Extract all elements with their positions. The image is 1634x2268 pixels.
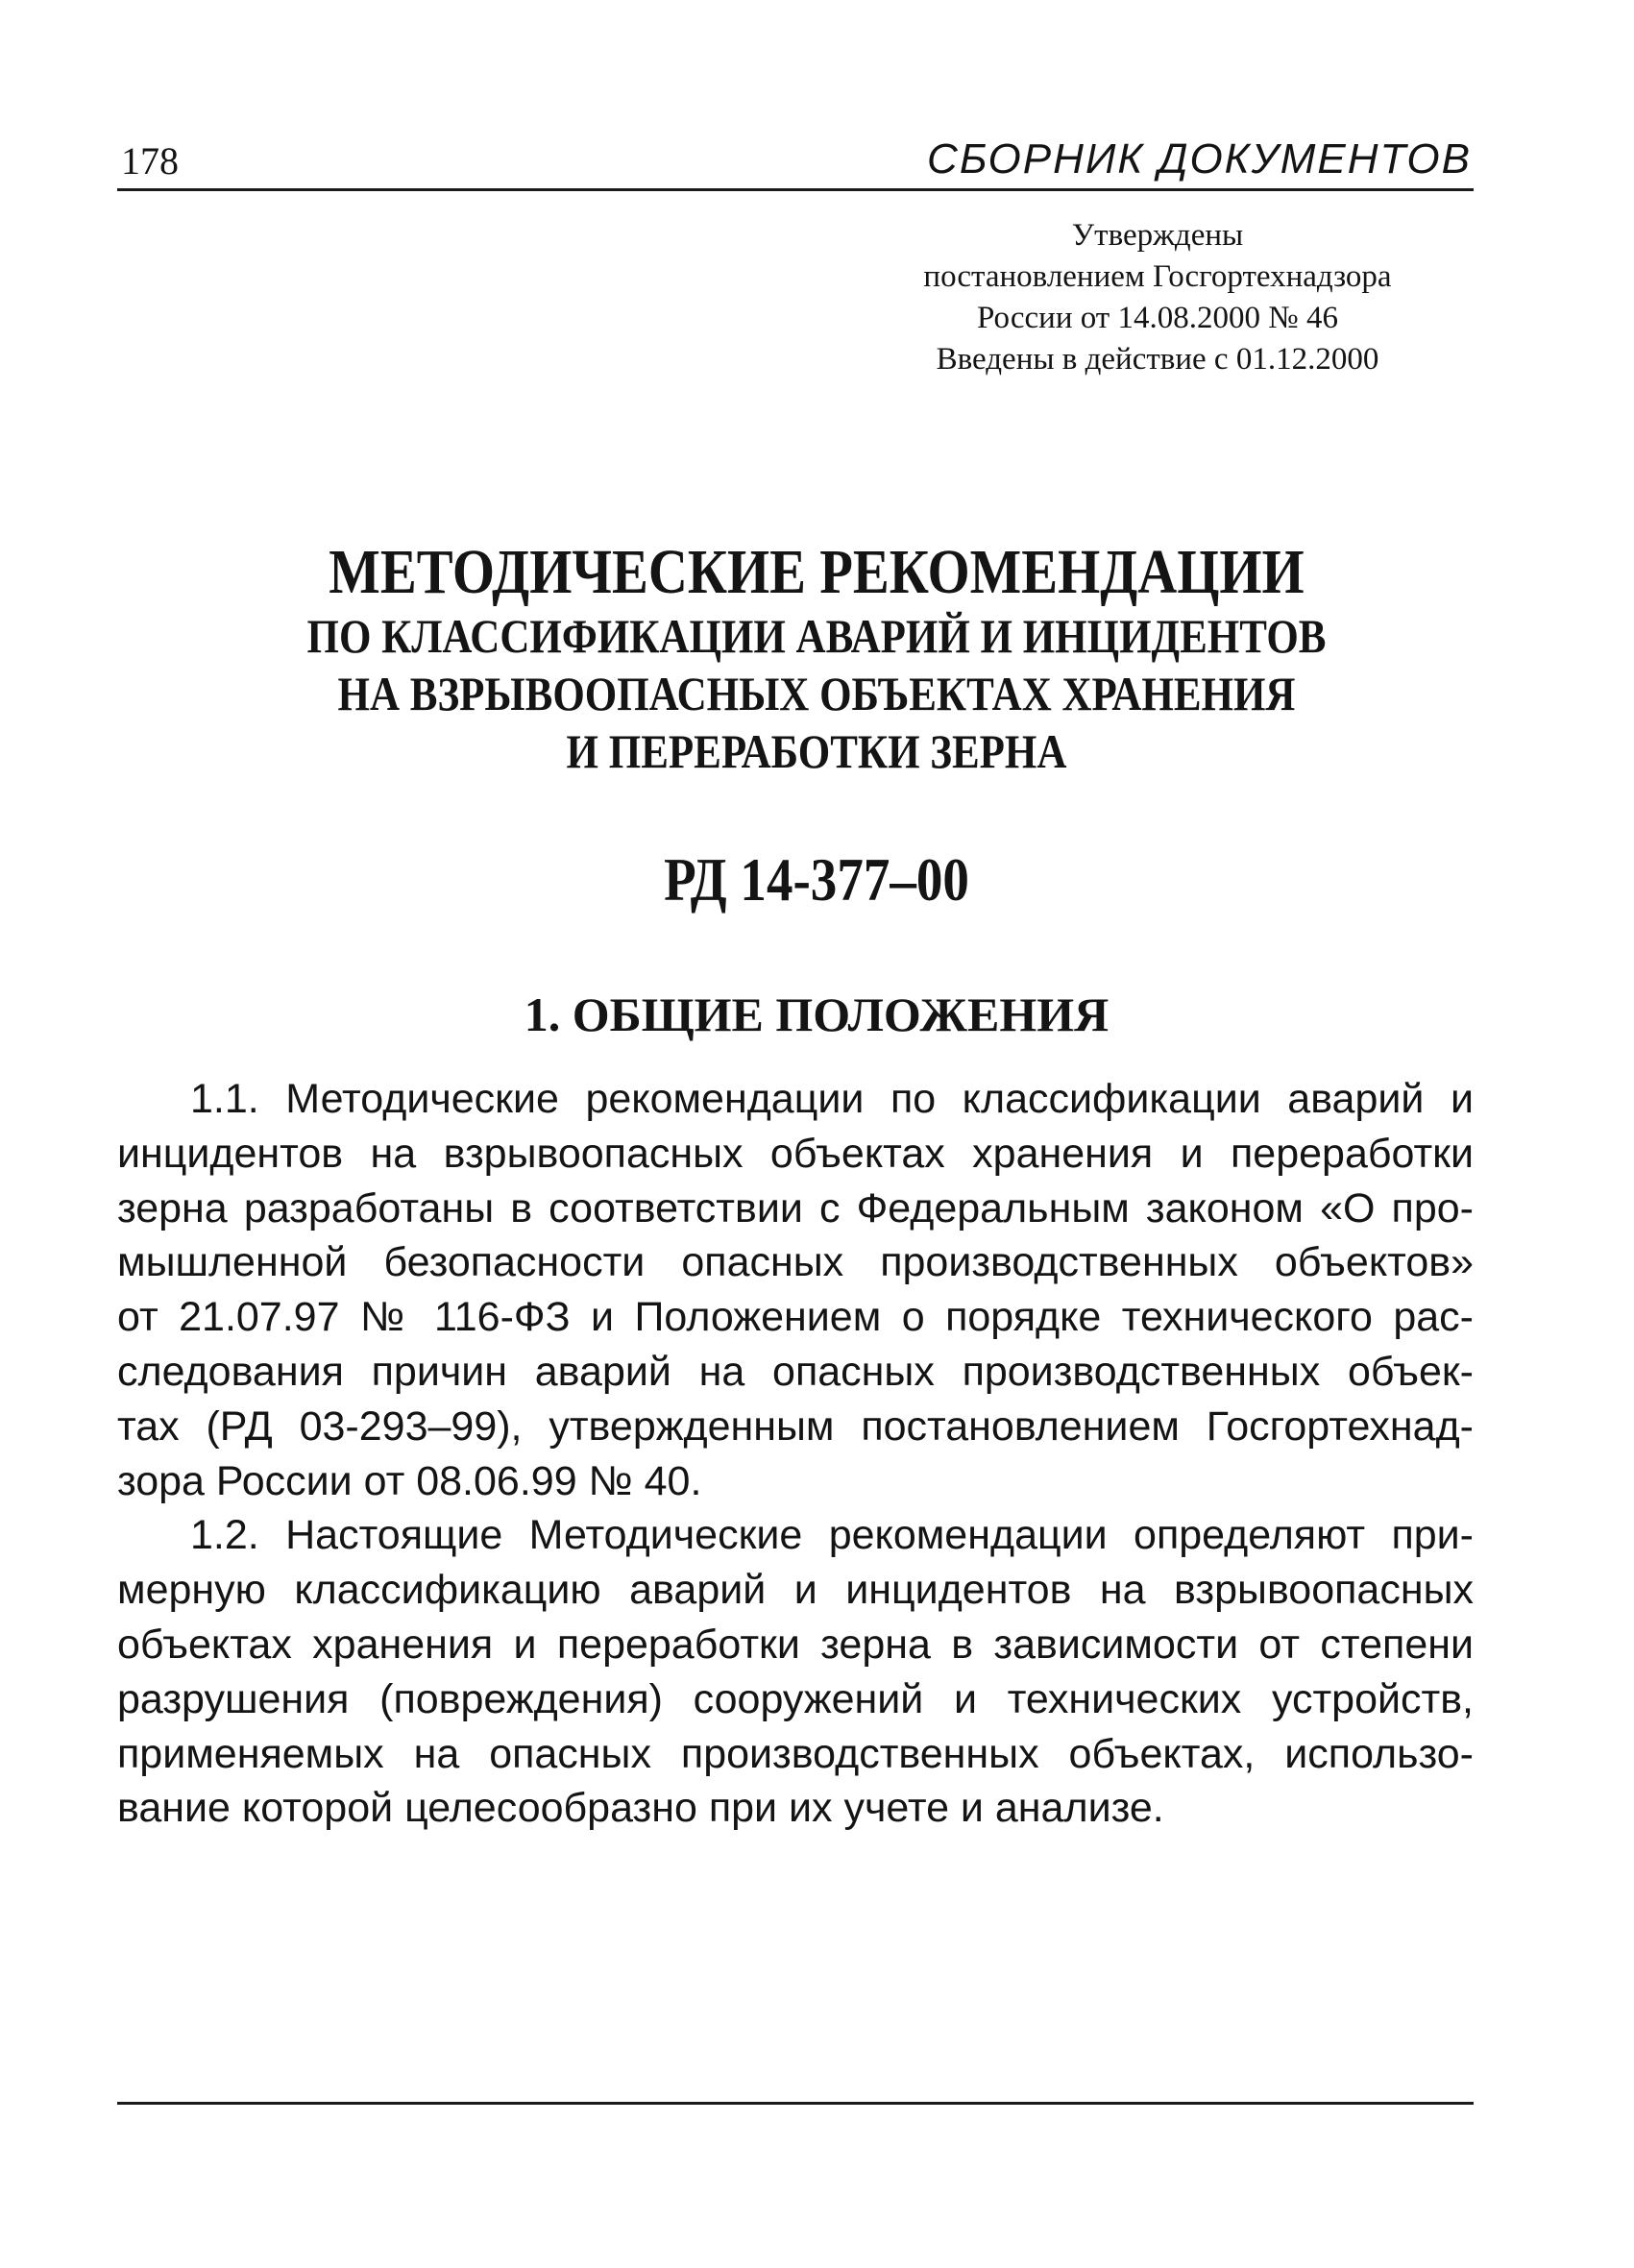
section-body — [117, 1072, 1474, 1836]
text-line: мерную классификацию аварий и инцидентов на взрывоопасных — [117, 1567, 1474, 1614]
approval-line: Утверждены — [1071, 218, 1244, 253]
page-number: 178 — [121, 139, 179, 183]
text-line: применяемых на опасных производственных объектах, использо- — [117, 1730, 1474, 1777]
text-line: 1.1. Методические рекомендации по классификации аварий и — [190, 1076, 1474, 1122]
document-title-line: ПО КЛАССИФИКАЦИИ АВАРИЙ И ИНЦИДЕНТОВ — [306, 609, 1327, 663]
text-line: зерна разработаны в соответствии с Федеральным законом «О про- — [117, 1184, 1474, 1232]
text-line: тах (РД 03-293–99), утвержденным постановлением Госгортехнад- — [117, 1402, 1474, 1450]
text-line: объектах хранения и переработки зерна в зависимости от степени — [117, 1621, 1474, 1668]
approval-line: России от 14.08.2000 № 46 — [977, 301, 1338, 335]
document-title-line: НА ВЗРЫВООПАСНЫХ ОБЪЕКТАХ ХРАНЕНИЯ — [337, 667, 1296, 720]
text-line: инцидентов на взрывоопасных объектах хранения и переработки — [117, 1130, 1474, 1177]
document-title-line: И ПЕРЕРАБОТКИ ЗЕРНА — [566, 724, 1067, 778]
text-line: мышленной безопасности опасных производственных объектов» — [117, 1239, 1474, 1286]
approval-block — [845, 215, 1470, 380]
document-title — [263, 538, 1370, 780]
text-line: следования причин аварий на опасных производственных объек- — [117, 1348, 1474, 1395]
footer-rule — [117, 2102, 1474, 2105]
document-title-main: МЕТОДИЧЕСКИЕ РЕКОМЕНДАЦИИ — [329, 537, 1305, 607]
running-header — [117, 127, 1474, 191]
section-heading: 1. ОБЩИЕ ПОЛОЖЕНИЯ — [524, 988, 1110, 1041]
paragraph-1-1 — [117, 1072, 1474, 1508]
text-line: от 21.07.97 № 116-ФЗ и Положением о порядке технического рас- — [117, 1294, 1474, 1341]
text-line: зора России от 08.06.99 № 40. — [117, 1457, 702, 1504]
text-line: вание которой целесообразно при их учете и анализе. — [117, 1785, 1164, 1832]
text-line: 1.2. Настоящие Методические рекомендации определяют при- — [190, 1512, 1474, 1559]
text-line: разрушения (повреждения) сооружений и технических устройств, — [117, 1675, 1474, 1722]
document-code: РД 14-377–00 — [664, 845, 969, 914]
running-header-title: СБОРНИК ДОКУМЕНТОВ — [927, 135, 1472, 183]
approval-line: постановлением Госгортехнадзора — [923, 259, 1392, 294]
approval-line: Введены в действие с 01.12.2000 — [936, 342, 1379, 377]
paragraph-1-2 — [117, 1508, 1474, 1836]
